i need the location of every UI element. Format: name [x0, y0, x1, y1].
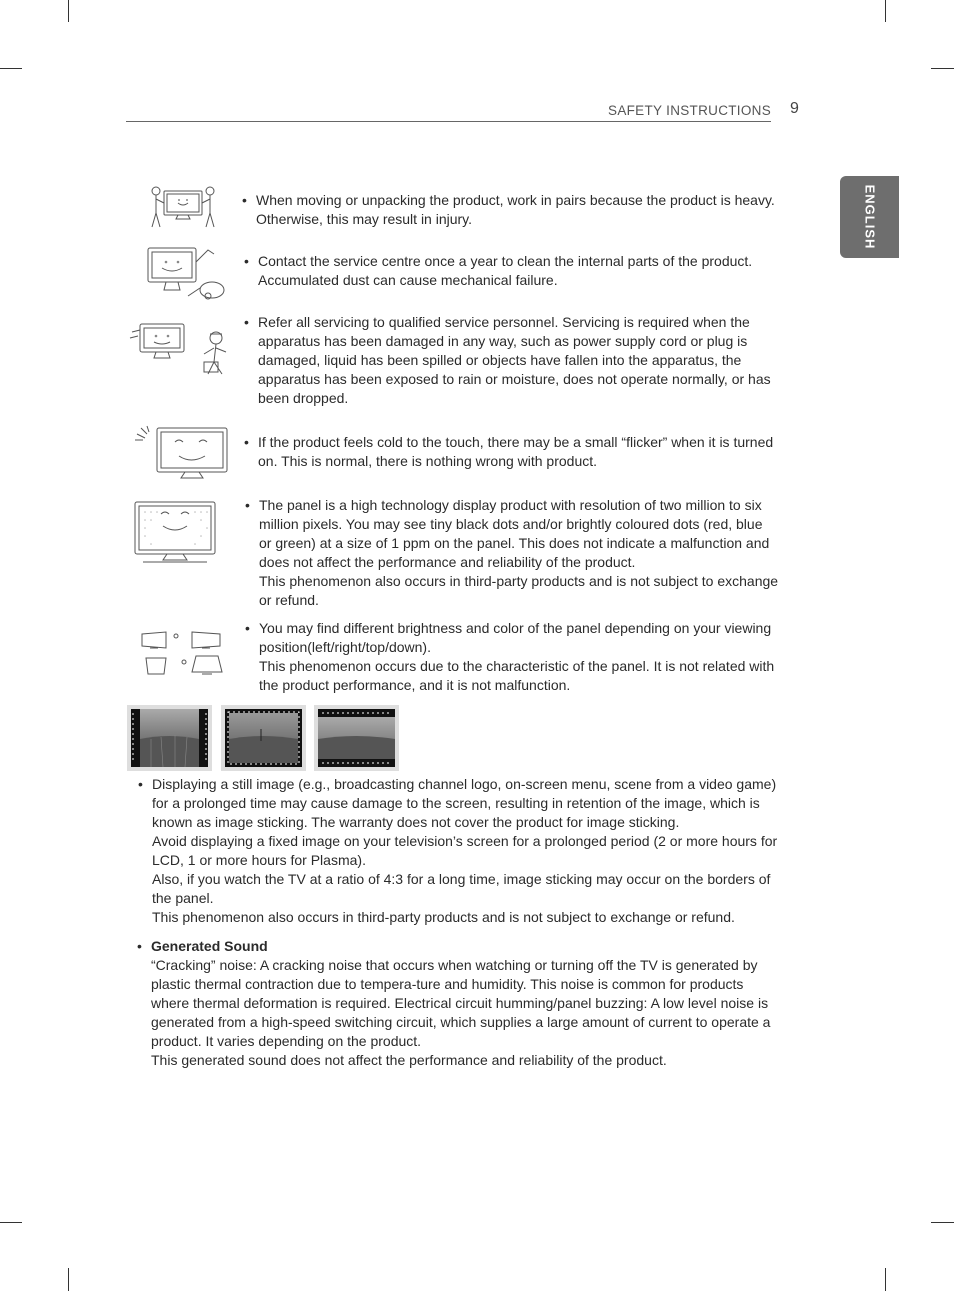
text-line: product. It varies depending on the product. [151, 1033, 422, 1049]
text-line: million pixels. You may see tiny black dots and/or brightly coloured dots (red, blue [259, 516, 763, 532]
tv-flicker-icon [133, 424, 233, 484]
section-title: SAFETY INSTRUCTIONS [608, 103, 771, 118]
list-item [244, 252, 804, 290]
text-line: Refer all servicing to qualified service personnel. Servicing is required when the [258, 314, 750, 330]
list-item [244, 313, 804, 408]
image-sticking-photo [127, 705, 212, 771]
text-line: the panel. [152, 890, 214, 906]
crop-mark [68, 0, 69, 22]
two-people-carrying-tv-icon [148, 183, 218, 239]
text-line: apparatus has been damaged in any way, such as power supply cord or plug is [258, 333, 748, 349]
image-sticking-photo [314, 705, 399, 771]
tv-viewing-angles-icon [136, 628, 228, 680]
crop-mark [0, 1222, 22, 1223]
bullet: • [244, 253, 249, 269]
generated-sound-section [137, 937, 807, 1070]
text-line: apparatus has been exposed to rain or moisture, does not operate normally, or has [258, 371, 771, 387]
text-line: does not affect the performance and reliability of the product. [259, 554, 636, 570]
text-line: Contact the service centre once a year to clean the internal parts of the product. [258, 253, 753, 269]
text-line: This generated sound does not affect the performance and reliability of the product. [151, 1052, 667, 1068]
text-line: This phenomenon also occurs in third-party products and is not subject to exchange or refund. [152, 909, 735, 925]
text-line: “Cracking” noise: A cracking noise that occurs when watching or turning off the TV is generated by [151, 957, 758, 973]
text-line: Also, if you watch the TV at a ratio of 4:3 for a long time, image sticking may occur on the borders of [152, 871, 771, 887]
text-line: plastic thermal contraction due to tempera-ture and humidity. This noise is common for products [151, 976, 744, 992]
text-line: position(left/right/top/down). [259, 639, 431, 655]
text-line: When moving or unpacking the product, work in pairs because the product is heavy. [256, 192, 775, 208]
section-heading: Generated Sound [151, 938, 268, 954]
list-item [245, 619, 805, 695]
list-item [138, 775, 808, 927]
text-line: Accumulated dust can cause mechanical failure. [258, 272, 558, 288]
language-tab-label: ENGLISH [862, 184, 877, 250]
bullet: • [245, 620, 250, 636]
text-line: for a prolonged time may cause damage to the screen, resulting in retention of the image, which is [152, 795, 760, 811]
text-line: the product performance, and it is not malfunction. [259, 677, 571, 693]
crop-mark [931, 68, 954, 69]
bullet: • [138, 776, 143, 792]
image-sticking-photo [221, 705, 306, 771]
language-tab [840, 176, 899, 258]
tv-cleaning-vacuum-icon [140, 242, 230, 304]
page-number: 9 [790, 100, 799, 117]
text-line: Otherwise, this may result in injury. [256, 211, 473, 227]
crop-mark [885, 1268, 886, 1291]
text-line: or refund. [259, 592, 319, 608]
text-line: The panel is a high technology display product with resolution of two million to six [259, 497, 762, 513]
text-line: You may find different brightness and color of the panel depending on your viewing [259, 620, 772, 636]
bullet: • [244, 314, 249, 330]
crop-mark [931, 1222, 954, 1223]
text-line: damaged, liquid has been spilled or objects have fallen into the apparatus, the [258, 352, 742, 368]
header-rule [126, 121, 771, 122]
bullet: • [137, 938, 142, 954]
text-line: Displaying a still image (e.g., broadcasting channel logo, on-screen menu, scene from a video game) [152, 776, 777, 792]
text-line: Avoid displaying a fixed image on your television’s screen for a prolonged period (2 or more hours for [152, 833, 778, 849]
bullet: • [242, 192, 247, 208]
tv-pixel-dots-icon [133, 500, 217, 568]
crop-mark [68, 1268, 69, 1291]
text-line: LCD, 1 or more hours for Plasma). [152, 852, 366, 868]
bullet: • [245, 497, 250, 513]
text-line: or green) at a size of 1 ppm on the panel. This does not indicate a malfunction and [259, 535, 770, 551]
list-item [244, 433, 804, 471]
crop-mark [885, 0, 886, 22]
tv-service-technician-icon [128, 318, 236, 380]
text-line: If the product feels cold to the touch, there may be a small “flicker” when it is turned [258, 434, 774, 450]
text-line: This phenomenon occurs due to the characteristic of the panel. It is not related with [259, 658, 775, 674]
list-item [245, 496, 805, 610]
text-line: on. This is normal, there is nothing wrong with product. [258, 453, 598, 469]
text-line: known as image sticking. The warranty does not cover the product for image sticking. [152, 814, 680, 830]
list-item [242, 191, 802, 229]
text-line: where thermal deformation is required. Electrical circuit humming/panel buzzing: A low level noise is [151, 995, 769, 1011]
crop-mark [0, 68, 22, 69]
text-line: generated from a high-speed switching circuit, which supplies a large amount of current to operate a [151, 1014, 771, 1030]
text-line: been dropped. [258, 390, 349, 406]
bullet: • [244, 434, 249, 450]
text-line: This phenomenon also occurs in third-party products and is not subject to exchange [259, 573, 779, 589]
